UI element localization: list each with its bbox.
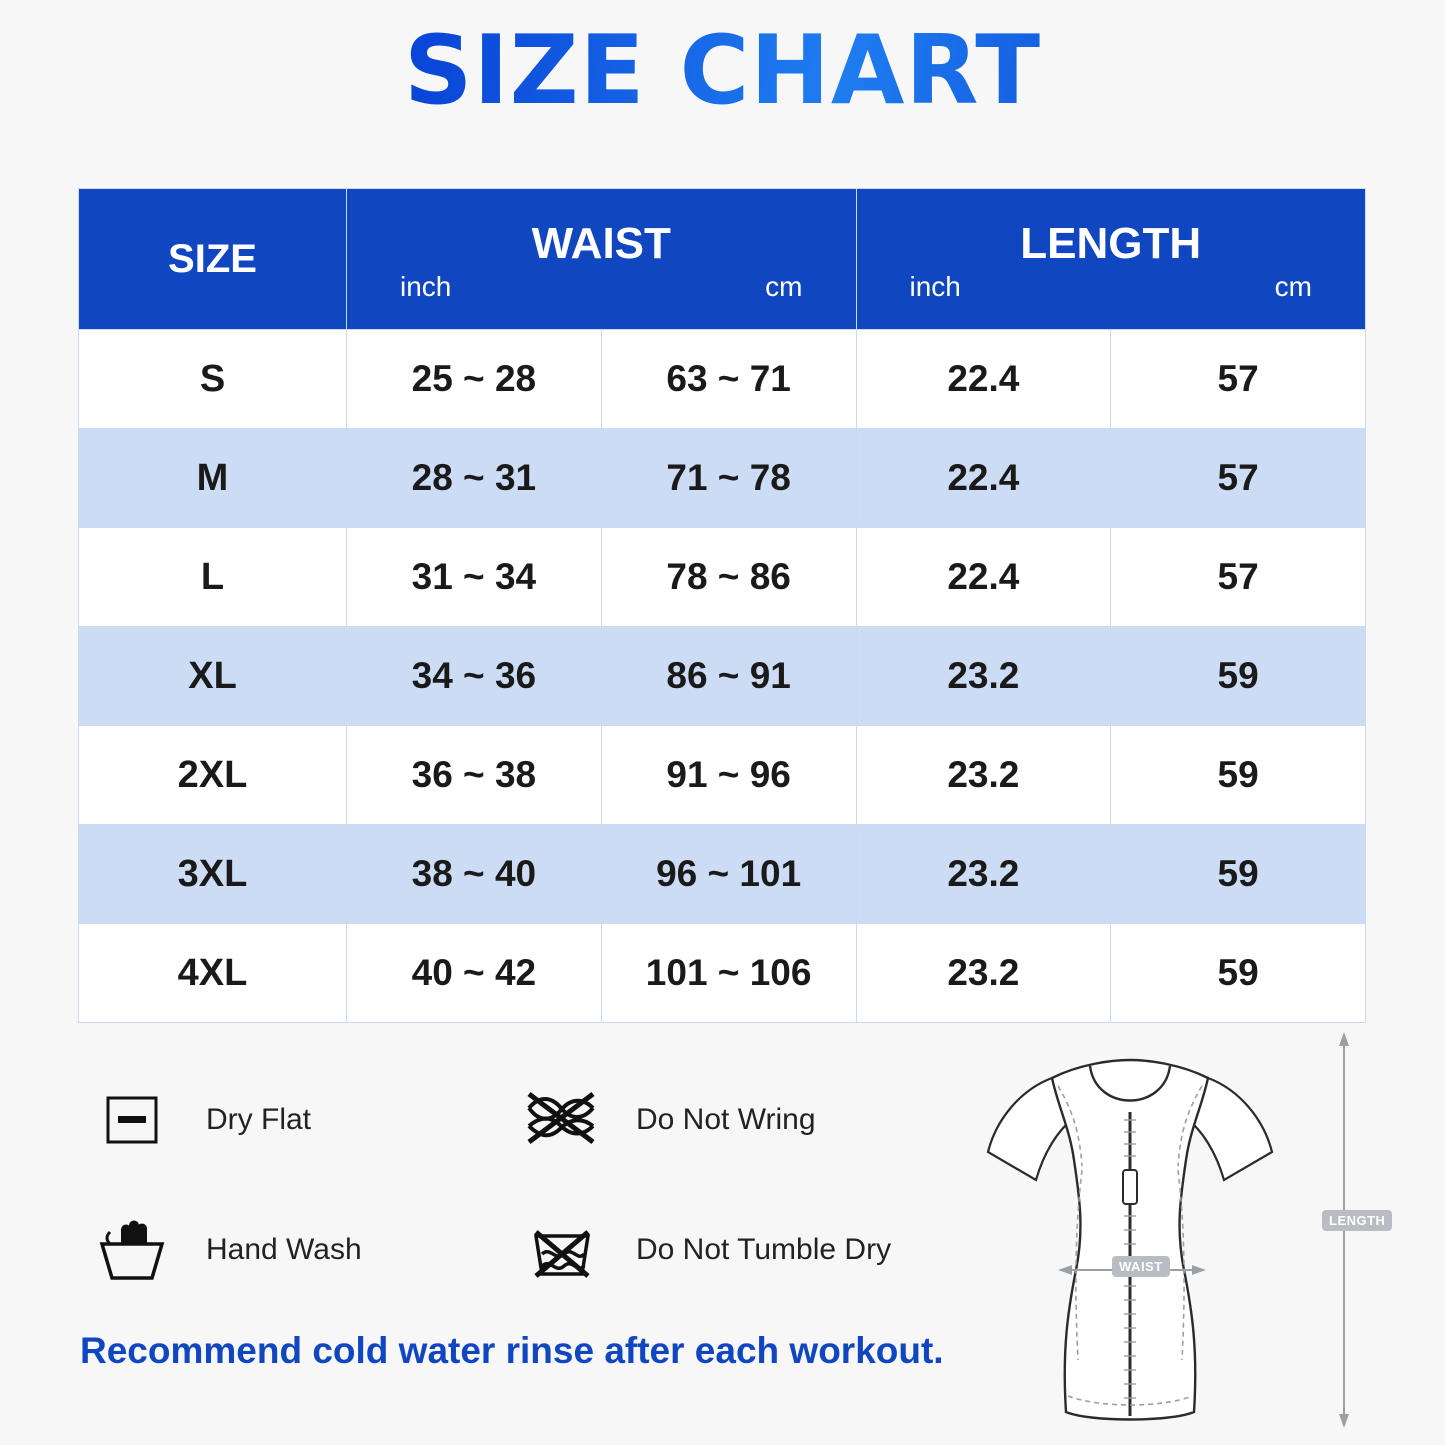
cell-length-inch: 22.4 [856,528,1111,627]
cell-length-inch: 23.2 [856,924,1111,1023]
length-dimension-tag: LENGTH [1322,1210,1392,1231]
cell-waist-cm: 91 ~ 96 [601,726,856,825]
cell-size: M [79,429,347,528]
cell-waist-cm: 78 ~ 86 [601,528,856,627]
care-note: Recommend cold water rinse after each workout. [80,1330,944,1371]
do-not-tumble-dry-icon [516,1204,608,1296]
header-waist-unit-inch: inch [400,271,452,302]
table-row [79,330,1366,429]
cell-waist-inch: 40 ~ 42 [347,924,602,1023]
table-row [79,726,1366,825]
table-row [79,924,1366,1023]
size-table-container [78,188,1366,1023]
cell-waist-inch: 36 ~ 38 [347,726,602,825]
cell-length-cm: 59 [1111,726,1366,825]
cell-length-inch: 23.2 [856,726,1111,825]
cell-size: XL [79,627,347,726]
cell-length-cm: 59 [1111,627,1366,726]
cell-waist-cm: 63 ~ 71 [601,330,856,429]
cell-waist-inch: 28 ~ 31 [347,429,602,528]
cell-length-cm: 57 [1111,330,1366,429]
cell-size: 4XL [79,924,347,1023]
care-item-do-not-wring [516,1074,946,1166]
table-header-row [79,189,1366,330]
table-row [79,627,1366,726]
table-body [79,330,1366,1023]
cell-waist-cm: 71 ~ 78 [601,429,856,528]
cell-length-inch: 23.2 [856,627,1111,726]
cell-length-cm: 57 [1111,528,1366,627]
care-label-hand-wash: Hand Wash [206,1233,362,1266]
care-label-do-not-wring: Do Not Wring [636,1103,816,1136]
header-length-units [858,271,1365,317]
cell-size: 2XL [79,726,347,825]
garment-illustration [940,1020,1410,1440]
care-label-do-not-tumble-dry: Do Not Tumble Dry [636,1233,892,1266]
care-row-2 [86,1185,966,1315]
cell-waist-cm: 101 ~ 106 [601,924,856,1023]
cell-length-cm: 57 [1111,429,1366,528]
cell-size: 3XL [79,825,347,924]
header-size: SIZE [79,189,347,330]
header-waist-group [347,189,857,330]
cell-size: S [79,330,347,429]
care-item-hand-wash [86,1204,516,1296]
cell-length-inch: 22.4 [856,429,1111,528]
care-label-dry-flat: Dry Flat [206,1103,311,1136]
cell-size: L [79,528,347,627]
table-head [79,189,1366,330]
dry-flat-icon [86,1074,178,1166]
care-item-dry-flat [86,1074,516,1166]
do-not-wring-icon [516,1074,608,1166]
table-row [79,825,1366,924]
header-waist-units [348,271,855,317]
care-item-do-not-tumble-dry [516,1204,946,1296]
header-length-unit-inch: inch [909,271,961,302]
size-table [78,188,1366,1023]
header-length-unit-cm: cm [1274,271,1312,302]
header-length-group [856,189,1366,330]
cell-waist-cm: 96 ~ 101 [601,825,856,924]
cell-waist-inch: 31 ~ 34 [347,528,602,627]
page-title: SIZE CHART [0,0,1445,122]
header-waist-label: WAIST [531,219,671,268]
hand-wash-icon [86,1204,178,1296]
cell-length-inch: 22.4 [856,330,1111,429]
care-instructions [86,1055,966,1315]
table-row [79,528,1366,627]
waist-dimension-tag: WAIST [1112,1256,1170,1277]
cell-length-inch: 23.2 [856,825,1111,924]
table-row [79,429,1366,528]
header-waist-unit-cm: cm [765,271,803,302]
care-row-1 [86,1055,966,1185]
cell-waist-inch: 25 ~ 28 [347,330,602,429]
cell-length-cm: 59 [1111,924,1366,1023]
cell-waist-cm: 86 ~ 91 [601,627,856,726]
cell-waist-inch: 38 ~ 40 [347,825,602,924]
header-length-label: LENGTH [1020,219,1202,268]
cell-length-cm: 59 [1111,825,1366,924]
cell-waist-inch: 34 ~ 36 [347,627,602,726]
